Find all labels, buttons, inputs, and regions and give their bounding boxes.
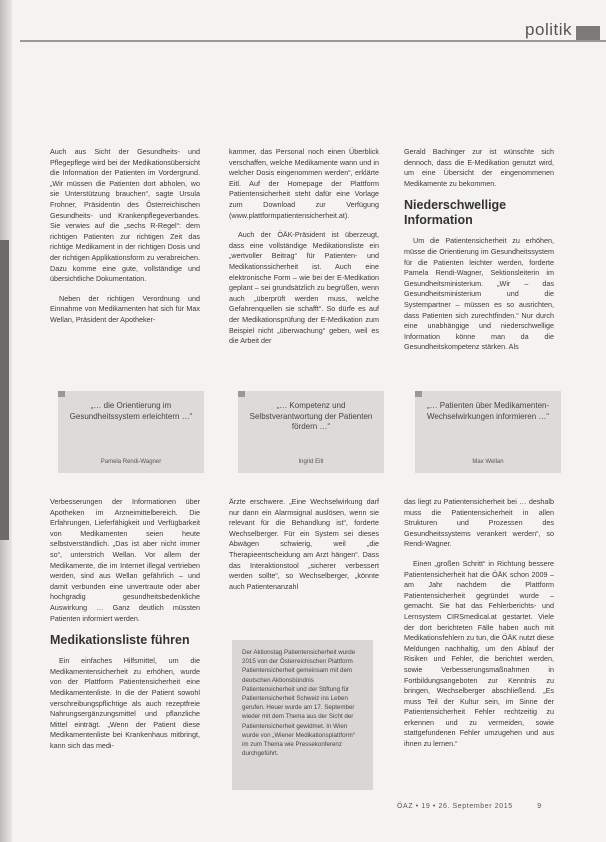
pull-quote <box>415 391 561 473</box>
paragraph: Verbesserungen der Informationen über Apotheken im Arzneimittelbereich. Die Erfahrungen, Lieferfähigkeit und Verfügbarkeit von Medikamenten seien heute selbstverständlich. „Das ist aber nicht immer so“, unterstrich Wellan. Vor allem der Medikamente, die im Internet illegal vertrieben werden, sind aus Wellan gefährlich – und damit verbunden eine unvertraute oder aber hochgradig gesundheitsbedenkliche Auswirkung … Ganz deutlich müssten Patienten informiert werden. <box>50 497 200 623</box>
column-1-top <box>50 147 200 335</box>
paragraph: Um die Patientensicherheit zu erhöhen, müsse die Orientierung im Gesundheitssystem für die Patienten leichter werden, forderte Pamela Rendi-Wagner, Sektionsleiterin im Gesundheitsministerium. „Wir – das Gesundheitsministerium und die Systempartner – müssen es so ausrichten, dass Patienten sich zurechtfinden.“ Nur durch eine unabhängige und niederschwellige Information könne man da die Gesundheitskompetenz stärken. Als <box>404 236 554 352</box>
page-number: 9 <box>537 803 542 810</box>
quote-author: Ingrid Eitl <box>298 459 324 465</box>
quote-author: Pamela Rendi-Wagner <box>100 459 162 465</box>
paragraph: Gerald Bachinger zur ist wünschte sich dennoch, dass die E-Medikation genutzt wird, um eine Übersicht der eingenommenen Medikamente zu bekommen. <box>404 147 554 188</box>
section-tab-marker <box>576 26 600 40</box>
page-footer <box>397 803 542 810</box>
footer-issue: ÖAZ • 19 • 26. September 2015 <box>397 803 513 810</box>
info-box <box>232 640 373 790</box>
pull-quote <box>238 391 384 473</box>
column-1-bottom <box>50 497 200 760</box>
pull-quote <box>58 391 204 473</box>
quote-author: Max Wellan <box>472 459 504 465</box>
paragraph: kammer, das Personal noch einen Überblick verschaffen, welche Medikamente wann und in welcher Dosis eingenommen werden“, erklärte Eitl. Auf der Homepage der Plattform Patientensicherheit steht dafür eine Vorlage zum Download zur Verfügung (www.plattformpatientensicherheit.at). <box>229 147 379 220</box>
column-2-bottom <box>229 497 379 601</box>
column-3-top <box>404 147 554 362</box>
section-label: politik <box>525 20 572 39</box>
quote-text: „… Patienten über Medikamenten-Wechselwirkungen informieren …“ <box>426 401 550 421</box>
quote-mark-icon <box>415 391 422 397</box>
quote-mark-icon <box>58 391 65 397</box>
paragraph: Ein einfaches Hilfsmittel, um die Medikamentensicherheit zu erhöhen, wurde von der Plattform Patientensicherheit eine Medikamentenliste. In die der Patient sowohl verschreibungspflichtige als auch rezeptfreie Nahrungsergänzungsmittel und pflanzliche Mittel einträgt. „Wenn der Patient diese Medikamentenliste bei Krankenhaus mitbringt, kann sich das medi- <box>50 656 200 750</box>
subheading: Niederschwellige Information <box>404 198 507 228</box>
quote-mark-icon <box>238 391 245 397</box>
column-3-bottom <box>404 497 554 759</box>
info-box-text: Der Aktionstag Patientensicherheit wurde 2015 von der Österreichischen Plattform Patientensicherheit gemeinsam mit dem deutschen Aktionsbündnis Patientensicherheit und der Stiftung für Patientensicherheit Schweiz ins Leben gerufen. Heuer wurde am 17. September wieder mit dem Thema aus der Sicht der Patientensicherheit gewidmet. In Wien wurde von „Wiener Medikationsplattform“ im zum Thema wie Pressekonferenz durchgeführt. <box>242 649 356 758</box>
paragraph: das liegt zu Patientensicherheit bei … deshalb muss die Patientensicherheit in allen Strukturen und Prozessen des Gesundheitssystems verankert werden“, so Rendi-Wagner. <box>404 497 554 549</box>
column-2-top <box>229 147 379 356</box>
quote-text: „… die Orientierung im Gesundheitssystem erleichtern …“ <box>69 401 193 421</box>
page-edge-bar <box>0 240 9 540</box>
subheading: Medikationsliste führen <box>50 633 190 648</box>
paragraph: Ärzte erschwere. „Eine Wechselwirkung darf nur dann ein Alarmsignal auslösen, wenn sie relevant für die Behandlung ist“, forderte Wechselberger. Für ein System sei dieses Abwägen schwierig, weil „die Therapieentscheidung am Arzt hängen“. Dass das Interaktionstool „sicherer verbessert werden sollte“, so Wechselberger, „könnte auch Patientenanzahl <box>229 497 379 591</box>
paragraph: Einen „großen Schritt“ in Richtung bessere Patientensicherheit hat die ÖÄK schon 2009 – am Jahr nachdem die Plattform Patientensicherheit gegründet wurde – gemacht. Sie hat das Fehlerberichts- und Lernsystem CIRSmedical.at gestartet. Viele der dort berichteten Fälle haben auch mit Medikationsfehlern zu tun, die ÖÄK nutzt diese Meldungen nachhaltig, um den Ablauf der Risiken und Fehler, die berichtet werden, sowie Verbesserungsmaßnahmen in Fortbildungsangeboten zur Kenntnis zu bringen, Wechselberger abschließend. „Es muss Teil der Kultur sein, im Sinne der Patientensicherheit Fehler rechtzeitig zu erkennen und zu vermeiden, sowie stattgefundenen Fehler umzugehen und aus ihnen zu lernen.“ <box>404 558 554 749</box>
paragraph: Auch der ÖÄK-Präsident ist überzeugt, dass eine vollständige Medikationsliste ein „wertvoller Beitrag“ für Patienten- und Medikationssicherheit ist. Auch eine elektronische Form – wie bei der E-Medikation geplant – sei grundsätzlich zu begrüßen, wenn auch „überprüft werden muss, welche Gefahrenquellen sie schafft“. So dürfe es auf der Medikationsprüfung der E-Medikation zum Beispiel nicht „überwachung“ geben, weil es die Arbeit der <box>229 230 379 346</box>
quote-text: „… Kompetenz und Selbstverantwortung der Patienten fördern …“ <box>249 401 373 431</box>
paragraph: Neben der richtigen Verordnung und Einnahme von Medikamenten hat sich für Max Wellan, Präsident der Apotheker- <box>50 293 200 324</box>
header-rule <box>20 40 606 42</box>
paragraph: Auch aus Sicht der Gesundheits- und Pflegepflege wird bei der Medikationsübersicht die Information der Patienten im Vordergrund. „Wir müssen die Patienten dort abholen, wo sie Unterstützung brauchen“, sagte Ursula Frohner, Präsidentin des Österreichischen Gesundheits- und Krankenpflegeverbandes. Sie verwies auf die „sechs R-Regel“: dem richtigen Patienten zur richtigen Zeit das richtige Medikament in der richtigen Dosis und der richtigen Applikationsform zu verabreichen. Dazu komme eine gute, vollständige und übersichtliche Dokumentation. <box>50 147 200 284</box>
